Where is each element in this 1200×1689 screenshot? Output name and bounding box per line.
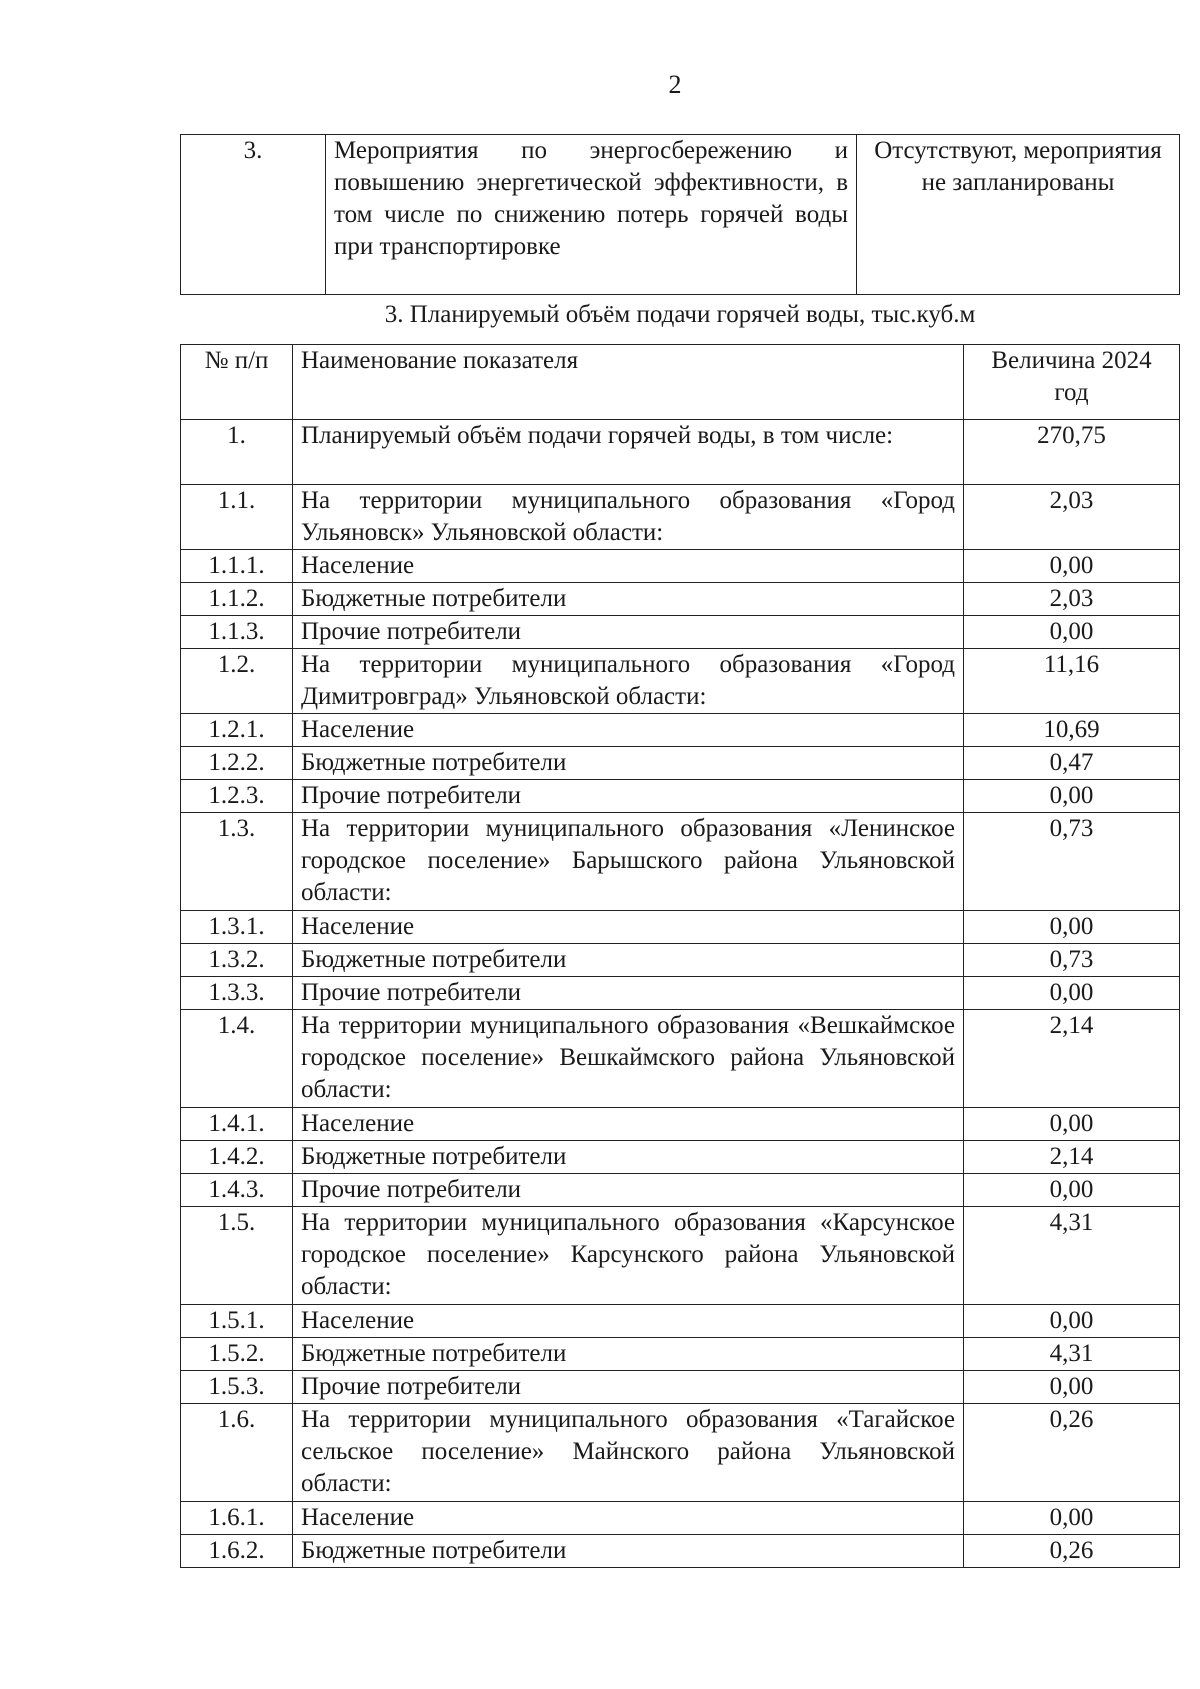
row-value: 2,03 [964, 485, 1180, 550]
table-row [181, 1338, 1180, 1371]
row-value: 2,14 [964, 1010, 1180, 1108]
row-number: 1.1.1. [181, 550, 293, 583]
row-name: На территории муниципального образования «Карсунское городское поселение» Карсунского района Ульяновской области: [293, 1207, 964, 1305]
row-number: 3. [181, 135, 326, 295]
header-name: Наименование показателя [293, 345, 964, 420]
row-name: Бюджетные потребители [293, 944, 964, 977]
row-value: 4,31 [964, 1207, 1180, 1305]
row-name: На территории муниципального образования «Вешкаймское городское поселение» Вешкаймского района Ульяновской области: [293, 1010, 964, 1108]
row-name: Население [293, 911, 964, 944]
row-value: 0,00 [964, 1108, 1180, 1141]
table-row [181, 1174, 1180, 1207]
row-name: Население [293, 1108, 964, 1141]
row-number: 1.3.1. [181, 911, 293, 944]
row-name: На территории муниципального образования «Ленинское городское поселение» Барышского района Ульяновской области: [293, 813, 964, 911]
row-value: 10,69 [964, 714, 1180, 747]
table-row [181, 1404, 1180, 1502]
row-name: Прочие потребители [293, 1174, 964, 1207]
row-number: 1.1. [181, 485, 293, 550]
table-body [181, 420, 1180, 1568]
row-number: 1.5.3. [181, 1371, 293, 1404]
table-row [181, 420, 1180, 485]
row-value: 0,00 [964, 1502, 1180, 1535]
row-number: 1.2.2. [181, 747, 293, 780]
row-value: 0,00 [964, 1174, 1180, 1207]
row-name: Бюджетные потребители [293, 1535, 964, 1568]
row-number: 1.4. [181, 1010, 293, 1108]
row-name: Бюджетные потребители [293, 1141, 964, 1174]
row-name: Население [293, 1305, 964, 1338]
table-row [181, 1108, 1180, 1141]
row-name: Прочие потребители [293, 1371, 964, 1404]
row-value: 0,47 [964, 747, 1180, 780]
row-number: 1.5.1. [181, 1305, 293, 1338]
row-number: 1.3.3. [181, 977, 293, 1010]
row-name: На территории муниципального образования «Город Ульяновск» Ульяновской области: [293, 485, 964, 550]
hot-water-volume-table [180, 344, 1180, 1568]
measure-description: Мероприятия по энергосбережению и повышению энергетической эффективности, в том числе по снижению потерь горячей воды при транспортировке [326, 135, 857, 295]
table-row [181, 1502, 1180, 1535]
measures-table [180, 134, 1180, 295]
table-row [181, 135, 1180, 295]
table-row [181, 780, 1180, 813]
table-row [181, 550, 1180, 583]
row-value: 0,00 [964, 550, 1180, 583]
row-value: 0,26 [964, 1404, 1180, 1502]
row-number: 1. [181, 420, 293, 485]
row-value: 0,00 [964, 911, 1180, 944]
row-number: 1.6. [181, 1404, 293, 1502]
row-value: 0,00 [964, 780, 1180, 813]
table-row [181, 714, 1180, 747]
row-number: 1.3. [181, 813, 293, 911]
row-number: 1.4.1. [181, 1108, 293, 1141]
row-name: Прочие потребители [293, 977, 964, 1010]
row-value: 0,00 [964, 977, 1180, 1010]
row-name: Население [293, 714, 964, 747]
row-number: 1.3.2. [181, 944, 293, 977]
table-row [181, 1141, 1180, 1174]
table-row [181, 977, 1180, 1010]
table-row [181, 911, 1180, 944]
section-title: 3. Планируемый объём подачи горячей воды, тыс.куб.м [384, 301, 976, 328]
header-number-text: № п/п [204, 347, 269, 374]
measure-status [857, 135, 1180, 295]
row-number: 1.6.1. [181, 1502, 293, 1535]
row-value: 2,14 [964, 1141, 1180, 1174]
row-value: 270,75 [964, 420, 1180, 485]
row-number: 1.4.3. [181, 1174, 293, 1207]
row-value: 0,26 [964, 1535, 1180, 1568]
row-value: 4,31 [964, 1338, 1180, 1371]
table-row [181, 649, 1180, 714]
row-name: Планируемый объём подачи горячей воды, в том числе: [293, 420, 964, 485]
row-value: 0,00 [964, 1371, 1180, 1404]
row-name: Прочие потребители [293, 616, 964, 649]
measure-status-text: Отсутствуют, мероприятия не запланированы [874, 137, 1162, 196]
row-name: Бюджетные потребители [293, 1338, 964, 1371]
table-row [181, 485, 1180, 550]
row-number: 1.4.2. [181, 1141, 293, 1174]
table-row [181, 813, 1180, 911]
table-header-row [181, 345, 1180, 420]
row-value: 0,00 [964, 616, 1180, 649]
row-number: 1.1.3. [181, 616, 293, 649]
row-name: На территории муниципального образования «Тагайское сельское поселение» Майнского района Ульяновской области: [293, 1404, 964, 1502]
table-row [181, 1371, 1180, 1404]
row-name: Бюджетные потребители [293, 747, 964, 780]
row-name: Население [293, 550, 964, 583]
table-row [181, 1010, 1180, 1108]
row-number: 1.2.3. [181, 780, 293, 813]
table-row [181, 747, 1180, 780]
row-number: 1.2.1. [181, 714, 293, 747]
row-name: Население [293, 1502, 964, 1535]
table-row [181, 1207, 1180, 1305]
row-number: 1.1.2. [181, 583, 293, 616]
header-number [181, 345, 293, 420]
row-number: 1.2. [181, 649, 293, 714]
header-value-text: Величина 2024 год [991, 347, 1152, 406]
row-name: Прочие потребители [293, 780, 964, 813]
row-value: 0,73 [964, 813, 1180, 911]
table-row [181, 1305, 1180, 1338]
row-number: 1.5. [181, 1207, 293, 1305]
row-number: 1.6.2. [181, 1535, 293, 1568]
row-value: 11,16 [964, 649, 1180, 714]
row-number: 1.5.2. [181, 1338, 293, 1371]
table-row [181, 616, 1180, 649]
table-row [181, 583, 1180, 616]
row-name: На территории муниципального образования «Город Димитровград» Ульяновской области: [293, 649, 964, 714]
page-number: 2 [668, 70, 682, 99]
row-name: Бюджетные потребители [293, 583, 964, 616]
row-value: 0,73 [964, 944, 1180, 977]
table-row [181, 944, 1180, 977]
table-row [181, 1535, 1180, 1568]
header-value [964, 345, 1180, 420]
row-value: 2,03 [964, 583, 1180, 616]
row-value: 0,00 [964, 1305, 1180, 1338]
